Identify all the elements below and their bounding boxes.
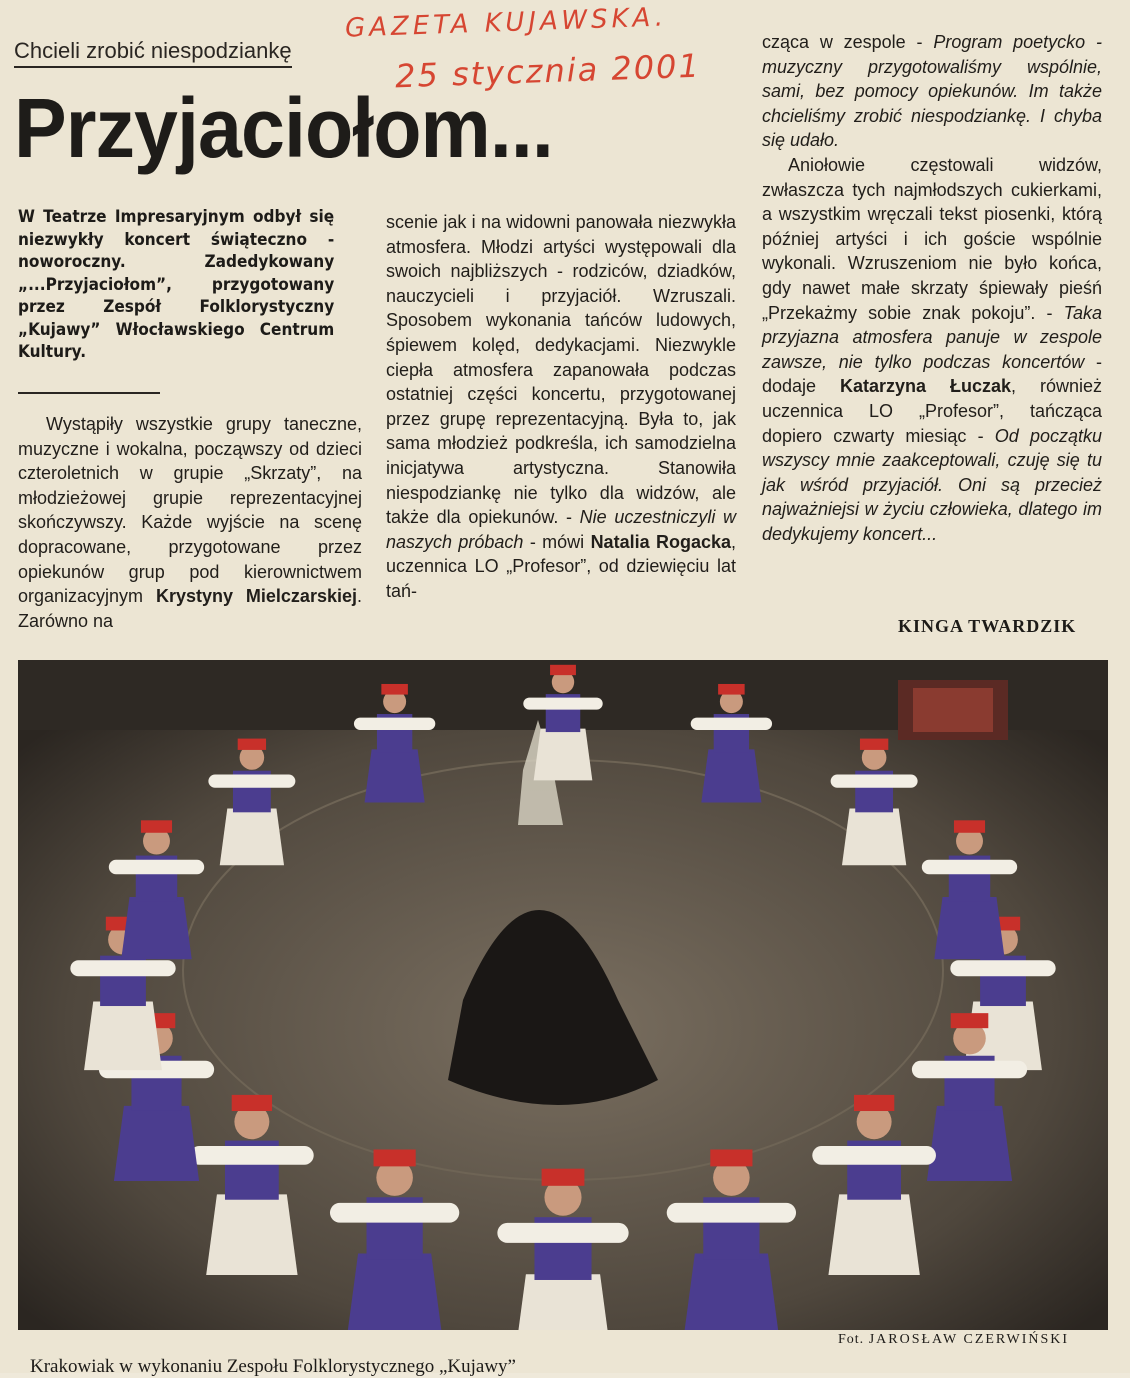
article-column-2 — [386, 210, 736, 604]
person-name-mielczarska: Krystyny Mielczarskiej — [155, 586, 357, 607]
dance-photo-illustration — [18, 660, 1108, 1330]
dance-photo — [18, 660, 1108, 1330]
col1-text-1: Wystąpiły wszystkie grupy taneczne, muzyczne i wokalna, począwszy od dzieci czteroletnich w grupie „Skrzaty”, na młodzieżowej grupie reprezentacyjnej skończywszy. Każde wyjście na scenę dopracowane, przygotowane przez opiekunów grup pod kierownictwem organizacyjnym — [18, 414, 362, 607]
article-headline: Przyjaciołom... — [14, 81, 553, 175]
lead-divider — [18, 392, 160, 394]
col2-text-2: - mówi — [523, 531, 591, 552]
person-name-luczak: Katarzyna Łuczak — [840, 376, 1012, 397]
col2-quote-1: Nie uczestniczyli w naszych próbach — [386, 507, 736, 552]
col3-text-2: Aniołowie częstowali widzów, zwłaszcza tych najmłodszych cukierkami, a wszystkim wręczali tekst piosenki, którą później artyści i ich goście wspólnie wykonali. Wzruszeniom nie było końca, gdy nawet małe skrzaty śpiewały pieśń „Przekażmy sobie znak pokoju”. - — [762, 154, 1102, 323]
photo-caption: Krakowiak w wykonaniu Zespołu Folklorystycznego „Kujawy” — [30, 1356, 516, 1377]
handwritten-date: 25 stycznia 2001 — [394, 46, 702, 96]
col3-quote-2: Taka przyjazna atmosfera panuje w zespole zawsze, nie tylko podczas koncertów — [762, 302, 1102, 372]
col3-quote-1: Program poetycko - muzyczny przygotowaliśmy wspólnie, sami, bez pomocy opiekunów. Im także chcieliśmy zrobić niespodziankę. I chyba się udało. — [762, 32, 1102, 151]
article-byline: KINGA TWARDZIK — [898, 616, 1077, 636]
col3-text-1: cząca w zespole - — [762, 32, 934, 52]
col1-text-2: . Zarówno na — [18, 586, 362, 631]
col2-text-1: scenie jak i na widowni panowała niezwykła atmosfera. Młodzi artyści występowali dla swoich najbliższych - rodziców, dziadków, nauczycieli i przyjaciół. Wzruszali. Sposobem wykonania tańców ludowych, śpiewem kolęd, dedykacjami. Niezwykle ciepła atmosfera zapanowała podczas ostatniej części koncertu, przygotowanej przez grupę reprezentacyjną. Była to, jak sama młodzież podkreśla, ich samodzielna inicjatywa artystyczna. Stanowiła niespodziankę nie tylko dla widzów, ale także dla opiekunów. - — [386, 212, 736, 528]
article-column-3 — [762, 30, 1102, 546]
accordion-bellows — [913, 688, 993, 732]
person-name-rogacka: Natalia Rogacka — [590, 531, 731, 552]
photographer-name: JAROSŁAW CZERWIŃSKI — [868, 1332, 1070, 1347]
article-kicker: Chcieli zrobić niespodziankę — [14, 38, 292, 68]
handwritten-source: GAZETA KUJAWSKA. — [344, 2, 668, 44]
col3-quote-3: Od początku wszyscy mnie zaakceptowali, czuję się tu jak wśród przyjaciół. Oni są przecież najważniejsi w życiu człowieka, dlatego im dedykujemy koncert... — [762, 425, 1102, 544]
col3-text-4: , również uczennica LO „Profesor”, tańcząca dopiero czwarty miesiąc - — [762, 376, 1103, 446]
article-column-1 — [18, 412, 362, 633]
photo-credit — [838, 1332, 1069, 1348]
photo-credit-prefix: Fot. — [838, 1332, 865, 1347]
col3-text-3: - dodaje — [762, 351, 1103, 397]
article-lead: W Teatrze Impresaryjnym odbył się niezwykły koncert świąteczno - noworoczny. Zadedykowany „...Przyjaciołom”, przygotowany przez Zespół Folklorystyczny „Kujawy” Włocławskiego Centrum Kultury. — [18, 207, 335, 361]
col2-text-3: , uczennica LO „Profesor”, od dziewięciu lat tań- — [386, 531, 737, 601]
